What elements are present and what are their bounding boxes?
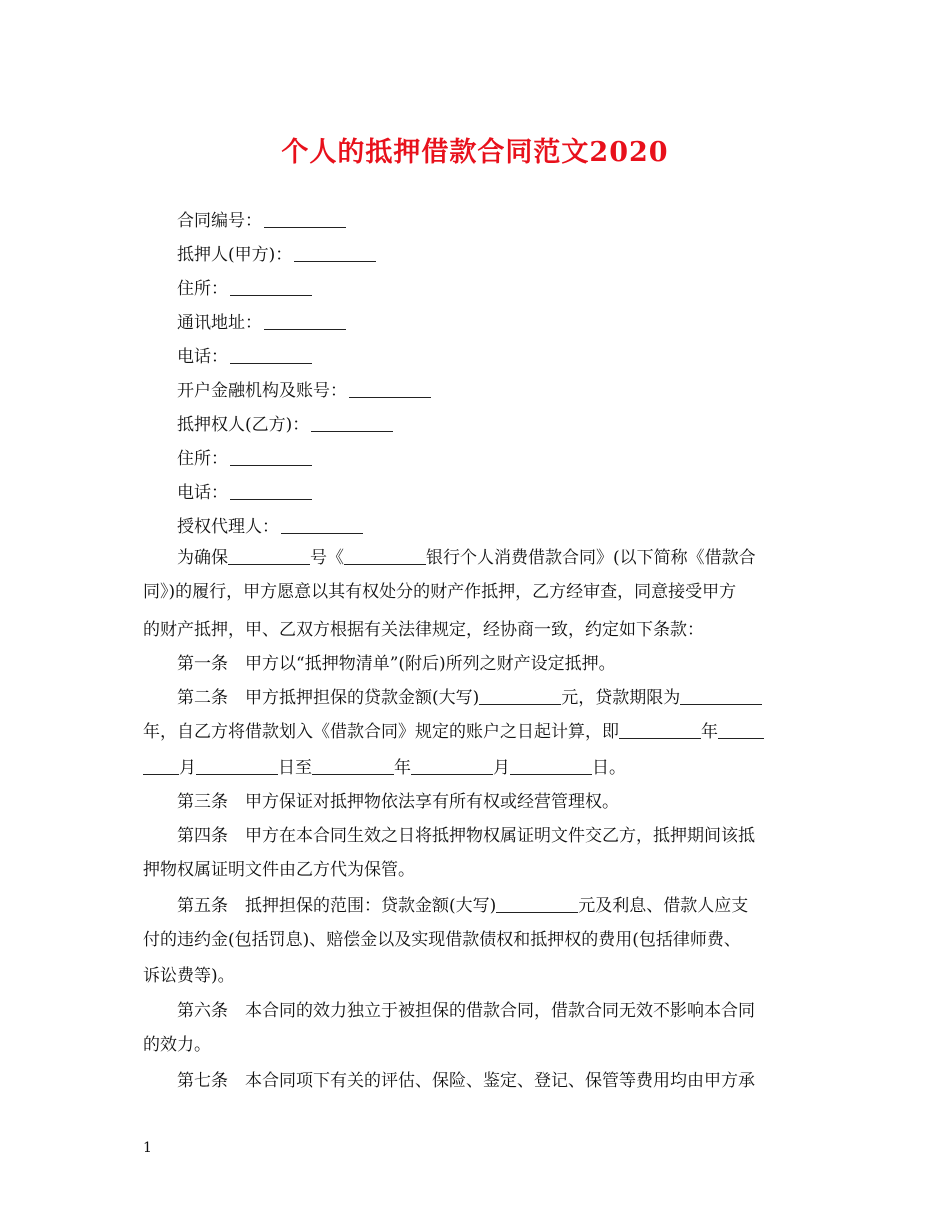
article-4-line-1: 第四条 甲方在本合同生效之日将抵押物权属证明文件交乙方，抵押期间该抵: [177, 826, 755, 846]
article-5-line-3: 诉讼费等)。: [143, 966, 235, 986]
article-5-line-2: 付的违约金(包括罚息)、赔偿金以及实现借款债权和抵押权的费用(包括律师费、: [143, 930, 741, 950]
blank-line: [312, 758, 394, 775]
text-span: 月: [179, 758, 196, 778]
text-span: 为确保: [177, 548, 228, 568]
field-label: 住所：: [177, 279, 228, 299]
field-mortgagor: [177, 245, 376, 265]
preamble-line-1: [177, 548, 756, 568]
blank-line: [718, 722, 764, 739]
article-6-line-2: 的效力。: [143, 1035, 211, 1055]
text-span: 银行个人消费借款合同》(以下简称《借款合: [426, 548, 756, 568]
blank-line: [344, 548, 426, 565]
article-6-line-1: 第六条 本合同的效力独立于被担保的借款合同，借款合同无效不影响本合同: [177, 1001, 755, 1021]
field-agent: [177, 517, 363, 537]
field-label: 授权代理人：: [177, 517, 279, 537]
preamble-line-2: 同》)的履行，甲方愿意以其有权处分的财产作抵押，乙方经审查，同意接受甲方: [143, 582, 737, 602]
blank-line: [230, 483, 312, 500]
text-span: 月: [493, 758, 510, 778]
field-label: 通讯地址：: [177, 313, 262, 333]
field-mailing-address: [177, 313, 346, 333]
article-4-line-2: 押物权属证明文件由乙方代为保管。: [143, 860, 415, 880]
text-span: 年，自乙方将借款划入《借款合同》规定的账户之日起计算，即: [143, 722, 619, 742]
page-number: 1: [143, 1140, 152, 1156]
blank-line: [228, 548, 310, 565]
field-label: 开户金融机构及账号：: [177, 381, 347, 401]
blank-line: [411, 758, 493, 775]
text-span: 年: [394, 758, 411, 778]
text-span: 第五条 抵押担保的范围：贷款金额(大写): [177, 896, 497, 916]
blank-line: [264, 313, 346, 330]
preamble-line-3: 的财产抵押，甲、乙双方根据有关法律规定，经协商一致，约定如下条款：: [143, 620, 704, 640]
text-span: 日至: [278, 758, 312, 778]
blank-line: [264, 211, 346, 228]
text-span: 年: [701, 722, 718, 742]
text-span: 日。: [592, 758, 626, 778]
blank-line: [311, 415, 393, 432]
field-bank-account: [177, 381, 431, 401]
field-label: 合同编号：: [177, 211, 262, 231]
article-7-line-1: 第七条 本合同项下有关的评估、保险、鉴定、登记、保管等费用均由甲方承: [177, 1071, 755, 1091]
article-2-line-2: [143, 722, 764, 742]
article-2-line-3: [143, 758, 626, 778]
field-label: 住所：: [177, 449, 228, 469]
text-span: 号《: [310, 548, 344, 568]
field-label: 抵押人(甲方)：: [177, 245, 293, 265]
text-span: 第二条 甲方抵押担保的贷款金额(大写): [177, 688, 480, 708]
blank-line: [510, 758, 592, 775]
document-title: 个人的抵押借款合同范文2020: [281, 137, 669, 168]
field-contract-number: [177, 211, 346, 231]
field-mortgagor-phone: [177, 347, 312, 367]
field-mortgagee-address: [177, 449, 312, 469]
blank-line: [619, 722, 701, 739]
text-span: 元，贷款期限为: [561, 688, 681, 708]
blank-line: [496, 896, 578, 913]
article-1: 第一条 甲方以“抵押物清单”(附后)所列之财产设定抵押。: [177, 654, 616, 674]
field-label: 抵押权人(乙方)：: [177, 415, 310, 435]
blank-line: [294, 245, 376, 262]
article-3: 第三条 甲方保证对抵押物依法享有所有权或经营管理权。: [177, 792, 619, 812]
field-label: 电话：: [177, 483, 228, 503]
blank-line: [230, 279, 312, 296]
blank-line: [196, 758, 278, 775]
article-5-line-1: [177, 896, 748, 916]
blank-line: [680, 688, 762, 705]
blank-line: [230, 449, 312, 466]
field-mortgagee-phone: [177, 483, 312, 503]
blank-line: [281, 517, 363, 534]
blank-line: [143, 758, 179, 775]
field-label: 电话：: [177, 347, 228, 367]
article-2-line-1: [177, 688, 762, 708]
field-mortgagee: [177, 415, 393, 435]
text-span: 元及利息、借款人应支: [578, 896, 749, 916]
blank-line: [349, 381, 431, 398]
blank-line: [230, 347, 312, 364]
blank-line: [479, 688, 561, 705]
field-mortgagor-address: [177, 279, 312, 299]
